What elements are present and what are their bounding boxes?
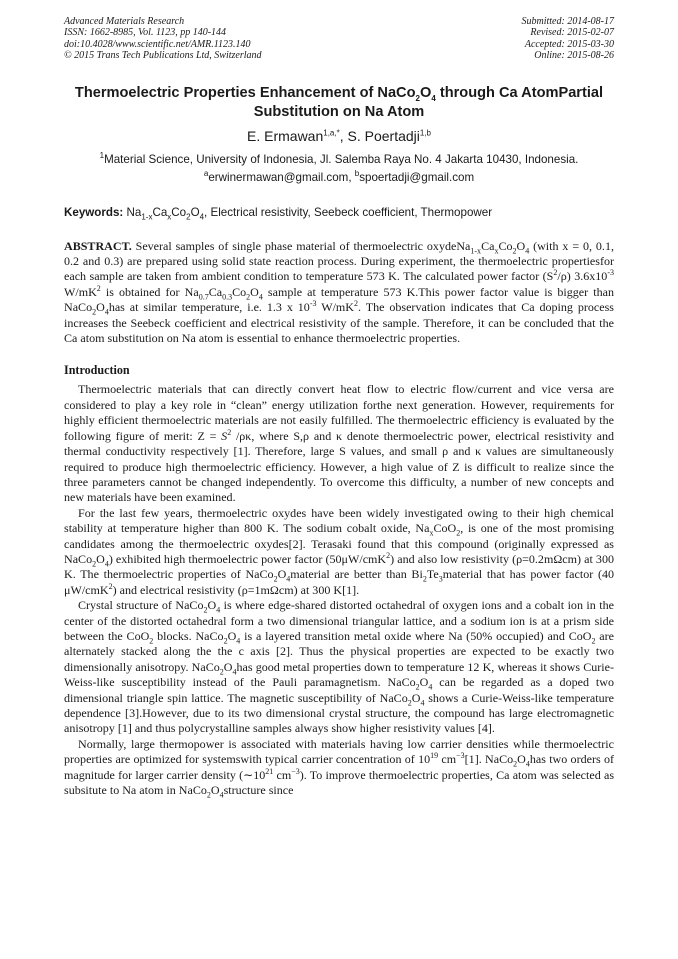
paragraph-2: For the last few years, thermoelectric oxydes have been widely investigated owing to their high chemical stability at temperature higher than 800 K. The sodium cobalt oxide, $Na_xCoO_2$, is one of the most promising candidates among the thermoelectric oxydes[2]. Terasaki found that this compound (originally expressed as $NaCo_2O_4$) exhibited high thermoelectric power factor (50μW/cmK$^2$) and also low resistivity (ρ=0.2mΩcm) at 300 K. The thermoelectric properties of $NaCo_2O_4material$ are better than $Bi_2Te_3material$ that has power factor (40 μW/cmK$^2$) and electrical resistivity (ρ=1mΩcm) at 300 K[1]. xyxy=(64,505,615,597)
affiliation: $^1$Material Science, University of Indonesia, Jl. Salemba Raya No. 4 Jakarta 10430, Indonesia. xyxy=(99,150,579,166)
journal-copyright: © 2015 Trans Tech Publications Ltd, Switzerland xyxy=(64,50,262,62)
author-1: E. Ermawan xyxy=(247,127,324,144)
journal-issn: ISSN: 1662-8985, Vol. 1123, pp 140-144 xyxy=(64,27,227,39)
journal-doi: doi:10.4028/www.scientific.net/AMR.1123.140 xyxy=(64,38,251,50)
paragraph-4: Normally, large thermopower is associated with materials having low carrier densities while thermoelectric properties are optimized for systemswith typical carrier concentration of $10^{19}$ $cm^{-3}[1]$. $NaCo_2O_4has$ two orders of magnitude for larger carrier density ($\sim 10^{21}$ $cm^{-3}$). To improve thermoelectric properties, Ca atom was selected as subsitute to Na atom in $NaCo_2O_4structure$ since xyxy=(64,736,615,800)
introduction-body xyxy=(64,382,614,798)
author-emails: $^a$erwinermawan@gmail.com, $^b$spoertadji@gmail.com xyxy=(203,168,475,184)
paper-title: Thermoelectric Properties Enhancement of $NaCo_2O_4$ through Ca AtomPartial Substitution on Na Atom xyxy=(74,84,604,120)
keywords-label: Keywords: xyxy=(64,205,124,219)
paragraph-3: Crystal structure of $NaCo_2O_4$ is where edge-shared distorted octahedral of oxygen ions and a cobalt ion in the center of the distorted octahedral form a two dimensional triangular lattice, and a sodium ion is at a prism side between the CoO$_2$ blocks. $NaCo_2O_4$ is a layered transition metal oxide where Na (50% occupied) and CoO$_2$ are alternately stacked along the the c axis [2]. Thus the physical properties are expected to be exactly two dimensionally anisotropy. $NaCo_2O_4has$ good metal properties down to temperature 12 K, whereas it shows Curie-Weiss-like susceptibility instead of the Pauli paramagnetism. $NaCo_2O_4$ can be regarded as a doped two dimensional triangle spin lattice. The magnetic susceptibility of $NaCo_2O_4$ shows a Curie-Weiss-like temperature dependence [3].However, due to its two dimensional crystal structure, the compound has large electromagnetic anisotropy [1] and thus polycrystalline samples always show higher resistivity values [4]. xyxy=(64,598,615,736)
journal-name: Advanced Materials Research xyxy=(64,16,185,27)
submission-dates xyxy=(522,16,615,62)
journal-header xyxy=(64,16,614,62)
keywords: Keywords: $Na_{1-x}Ca_xCo_2O_4$, Electrical resistivity, Seebeck coefficient, Thermopower xyxy=(64,205,493,221)
author-list: E. Ermawan$^{1,a,*}$, S. Poertadji$^{1,b}$ xyxy=(247,127,431,144)
email-a: erwinermawan@gmail.com, xyxy=(208,170,355,184)
abstract-label: ABSTRACT. xyxy=(64,238,132,253)
section-heading-introduction: Introduction xyxy=(64,363,130,378)
date-revised: Revised: 2015-02-07 xyxy=(530,27,614,39)
email-b: spoertadji@gmail.com xyxy=(359,170,475,184)
paragraph-1: Thermoelectric materials that can directly convert heat flow to electric flow/current and vice versa are considered to play a key role in “clean” energy utilization forthe next generation. However, requirements for highly efficient thermoelectric materials are not easily fulfilled. The thermoelectric efficiency is evaluated by the following figure of merit: $Z = S^2$ /ρκ, where S,ρ and κ denote thermoelectric power, electrical resistivity and thermal conductivity respectively [1]. Therefore, large S values, and small ρ and κ values are simultaneously required to produce high thermoelectric efficiency. However, a high value of Z is difficult to realize since the three parameters cannot be changed independently. To overcome this difficulty, a number of new concepts and new materials have been examined. xyxy=(64,382,614,505)
date-online: Online: 2015-08-26 xyxy=(534,50,614,62)
abstract: ABSTRACT. Several samples of single phase material of thermoelectric $oxydeNa_{1-x}Ca_xCo_2O_4$ (with x = 0, 0.1, 0.2 and 0.3) are prepared using solid state reaction process. During experiment, the thermoelectric propertiesfor each sample are taken from ambient condition to temperature 573 K. The calculated power factor $(S^2/\rho)$ $3.6x10^{-3}$ $W/mK^2$ is obtained for $Na_{0.7}Ca_{0.3}Co_2O_4$ sample at temperature 573 K.This power factor value is bigger than $NaCo_2O_4has$ at similar temperature, i.e. 1.3 x $10^{-3}$ $W/mK^2$. The observation indicates that Ca doping process increases the Seebeck coefficient and electrical resistivity of the sample. Therefore, it can be concluded that the Ca atom substitution on Na atom is essential to enhance thermoelectric properties. xyxy=(64,238,614,346)
date-submitted: Submitted: 2014-08-17 xyxy=(521,16,614,27)
date-accepted: Accepted: 2015-03-30 xyxy=(524,38,614,50)
journal-info xyxy=(64,16,262,62)
author-2: S. Poertadji xyxy=(347,127,420,144)
